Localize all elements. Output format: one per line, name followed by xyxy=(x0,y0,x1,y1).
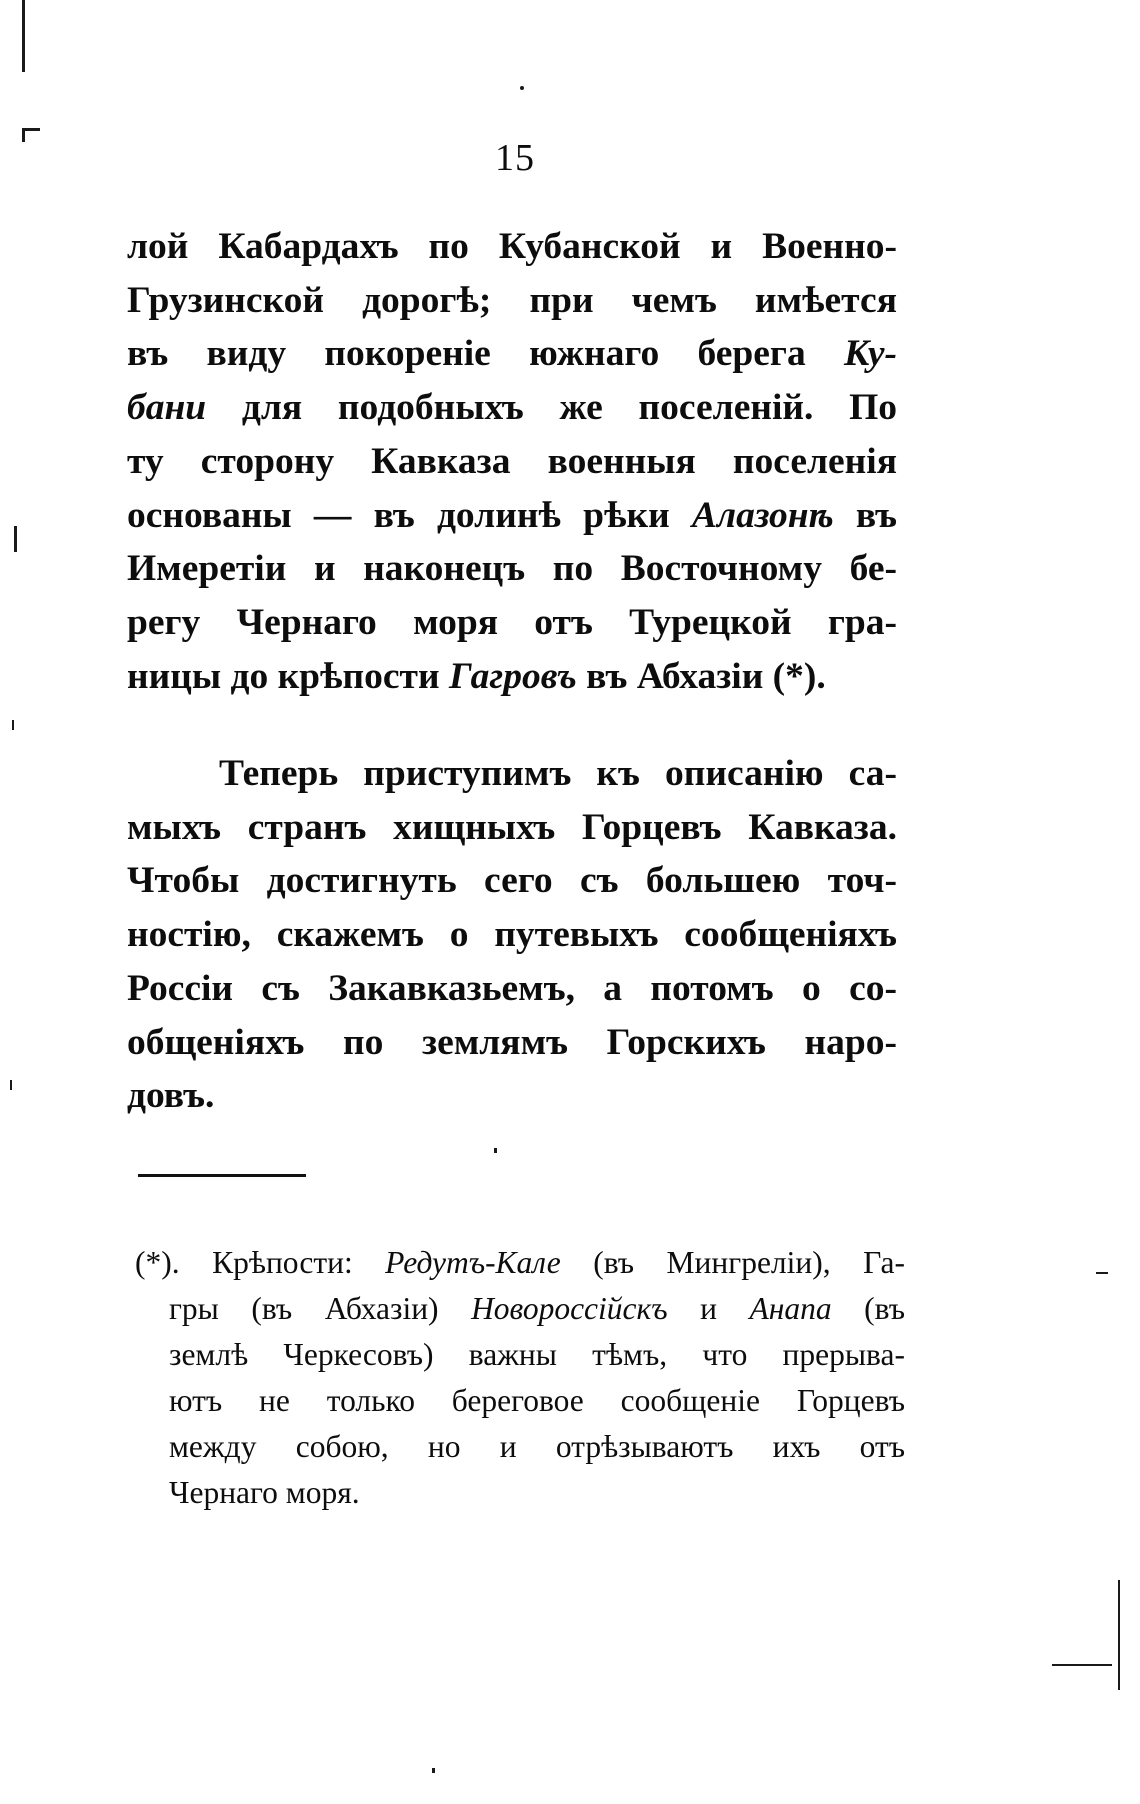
text-line: Чтобы достигнуть сего съ большею точ- xyxy=(127,860,897,902)
text-line: мыхъ странъ хищныхъ Горцевъ Кавказа. xyxy=(127,806,897,848)
text-run: въ Абхазіи (*). xyxy=(576,655,826,697)
text-run: и xyxy=(667,1291,750,1326)
text-line: Грузинской дорогѣ; при чемъ имѣется xyxy=(127,279,897,321)
footnote-line: ютъ не только береговое сообщеніе Горцевъ xyxy=(169,1383,905,1418)
footnote-line: между собою, но и отрѣзываютъ ихъ отъ xyxy=(169,1429,905,1464)
footnote-line: землѣ Черкесовъ) важны тѣмъ, что прерыва- xyxy=(169,1337,905,1372)
page-number: 15 xyxy=(495,137,535,179)
text-run: (въ xyxy=(831,1291,905,1326)
text-line: общеніяхъ по землямъ Горскихъ наро- xyxy=(127,1021,897,1063)
footnote-divider xyxy=(138,1174,306,1177)
scan-edge-mark xyxy=(14,526,17,552)
text-run: въ xyxy=(833,494,897,536)
scan-edge-mark xyxy=(22,0,25,72)
scan-edge-mark xyxy=(432,1768,435,1773)
text-run: гры (въ Абхазіи) xyxy=(169,1291,472,1326)
text-run: основаны — въ долинѣ рѣки xyxy=(127,494,692,536)
text-line: Имеретіи и наконецъ по Восточному бе- xyxy=(127,548,897,590)
scan-edge-mark xyxy=(10,1080,12,1090)
scan-edge-mark xyxy=(1096,1272,1108,1274)
scan-edge-mark xyxy=(494,1148,497,1153)
footnote-line xyxy=(135,1240,905,1286)
italic-place-name: Редутъ-Кале xyxy=(385,1245,561,1280)
text-line xyxy=(127,650,897,704)
text-line: Теперь приступимъ къ описанію са- xyxy=(219,753,897,794)
text-line xyxy=(127,327,897,381)
text-line: ностію, скажемъ о путевыхъ сообщеніяхъ xyxy=(127,914,897,956)
text-run: ницы до крѣпости xyxy=(127,655,449,697)
italic-place-name: Новороссійскъ xyxy=(471,1291,668,1326)
italic-place-name: бани xyxy=(127,387,207,429)
footnote xyxy=(135,1240,905,1516)
text-run: (въ Мингреліи), Га- xyxy=(560,1245,905,1280)
paragraph-2 xyxy=(127,747,897,1123)
text-line: ту сторону Кавказа военныя поселенія xyxy=(127,440,897,482)
text-line: лой Кабардахъ по Кубанской и Военно- xyxy=(127,226,897,267)
italic-place-name: Анапа xyxy=(749,1291,832,1326)
italic-place-name: Ку- xyxy=(844,333,897,375)
text-line xyxy=(127,381,897,435)
scan-edge-mark xyxy=(1052,1664,1112,1666)
scan-edge-mark xyxy=(22,128,25,142)
text-run: для подобныхъ же поселеній. По xyxy=(241,387,898,429)
text-line: регу Чернаго моря отъ Турецкой гра- xyxy=(127,601,897,643)
italic-place-name: Гагровъ xyxy=(448,655,577,697)
scan-edge-mark xyxy=(520,86,524,90)
italic-place-name: Алазонѣ xyxy=(691,494,834,536)
scan-edge-mark xyxy=(12,720,14,730)
text-run: (*). Крѣпости: xyxy=(135,1245,386,1280)
footnote-line: Чернаго моря. xyxy=(169,1475,360,1510)
text-line: Россіи съ Закавказьемъ, а потомъ о со- xyxy=(127,967,897,1009)
text-line: довъ. xyxy=(127,1075,215,1117)
footnote-line xyxy=(135,1286,905,1332)
text-run: въ виду покореніе южнаго берега xyxy=(127,333,845,375)
paragraph-1 xyxy=(127,220,897,703)
text-line xyxy=(127,489,897,543)
scan-edge-mark xyxy=(1118,1580,1120,1690)
